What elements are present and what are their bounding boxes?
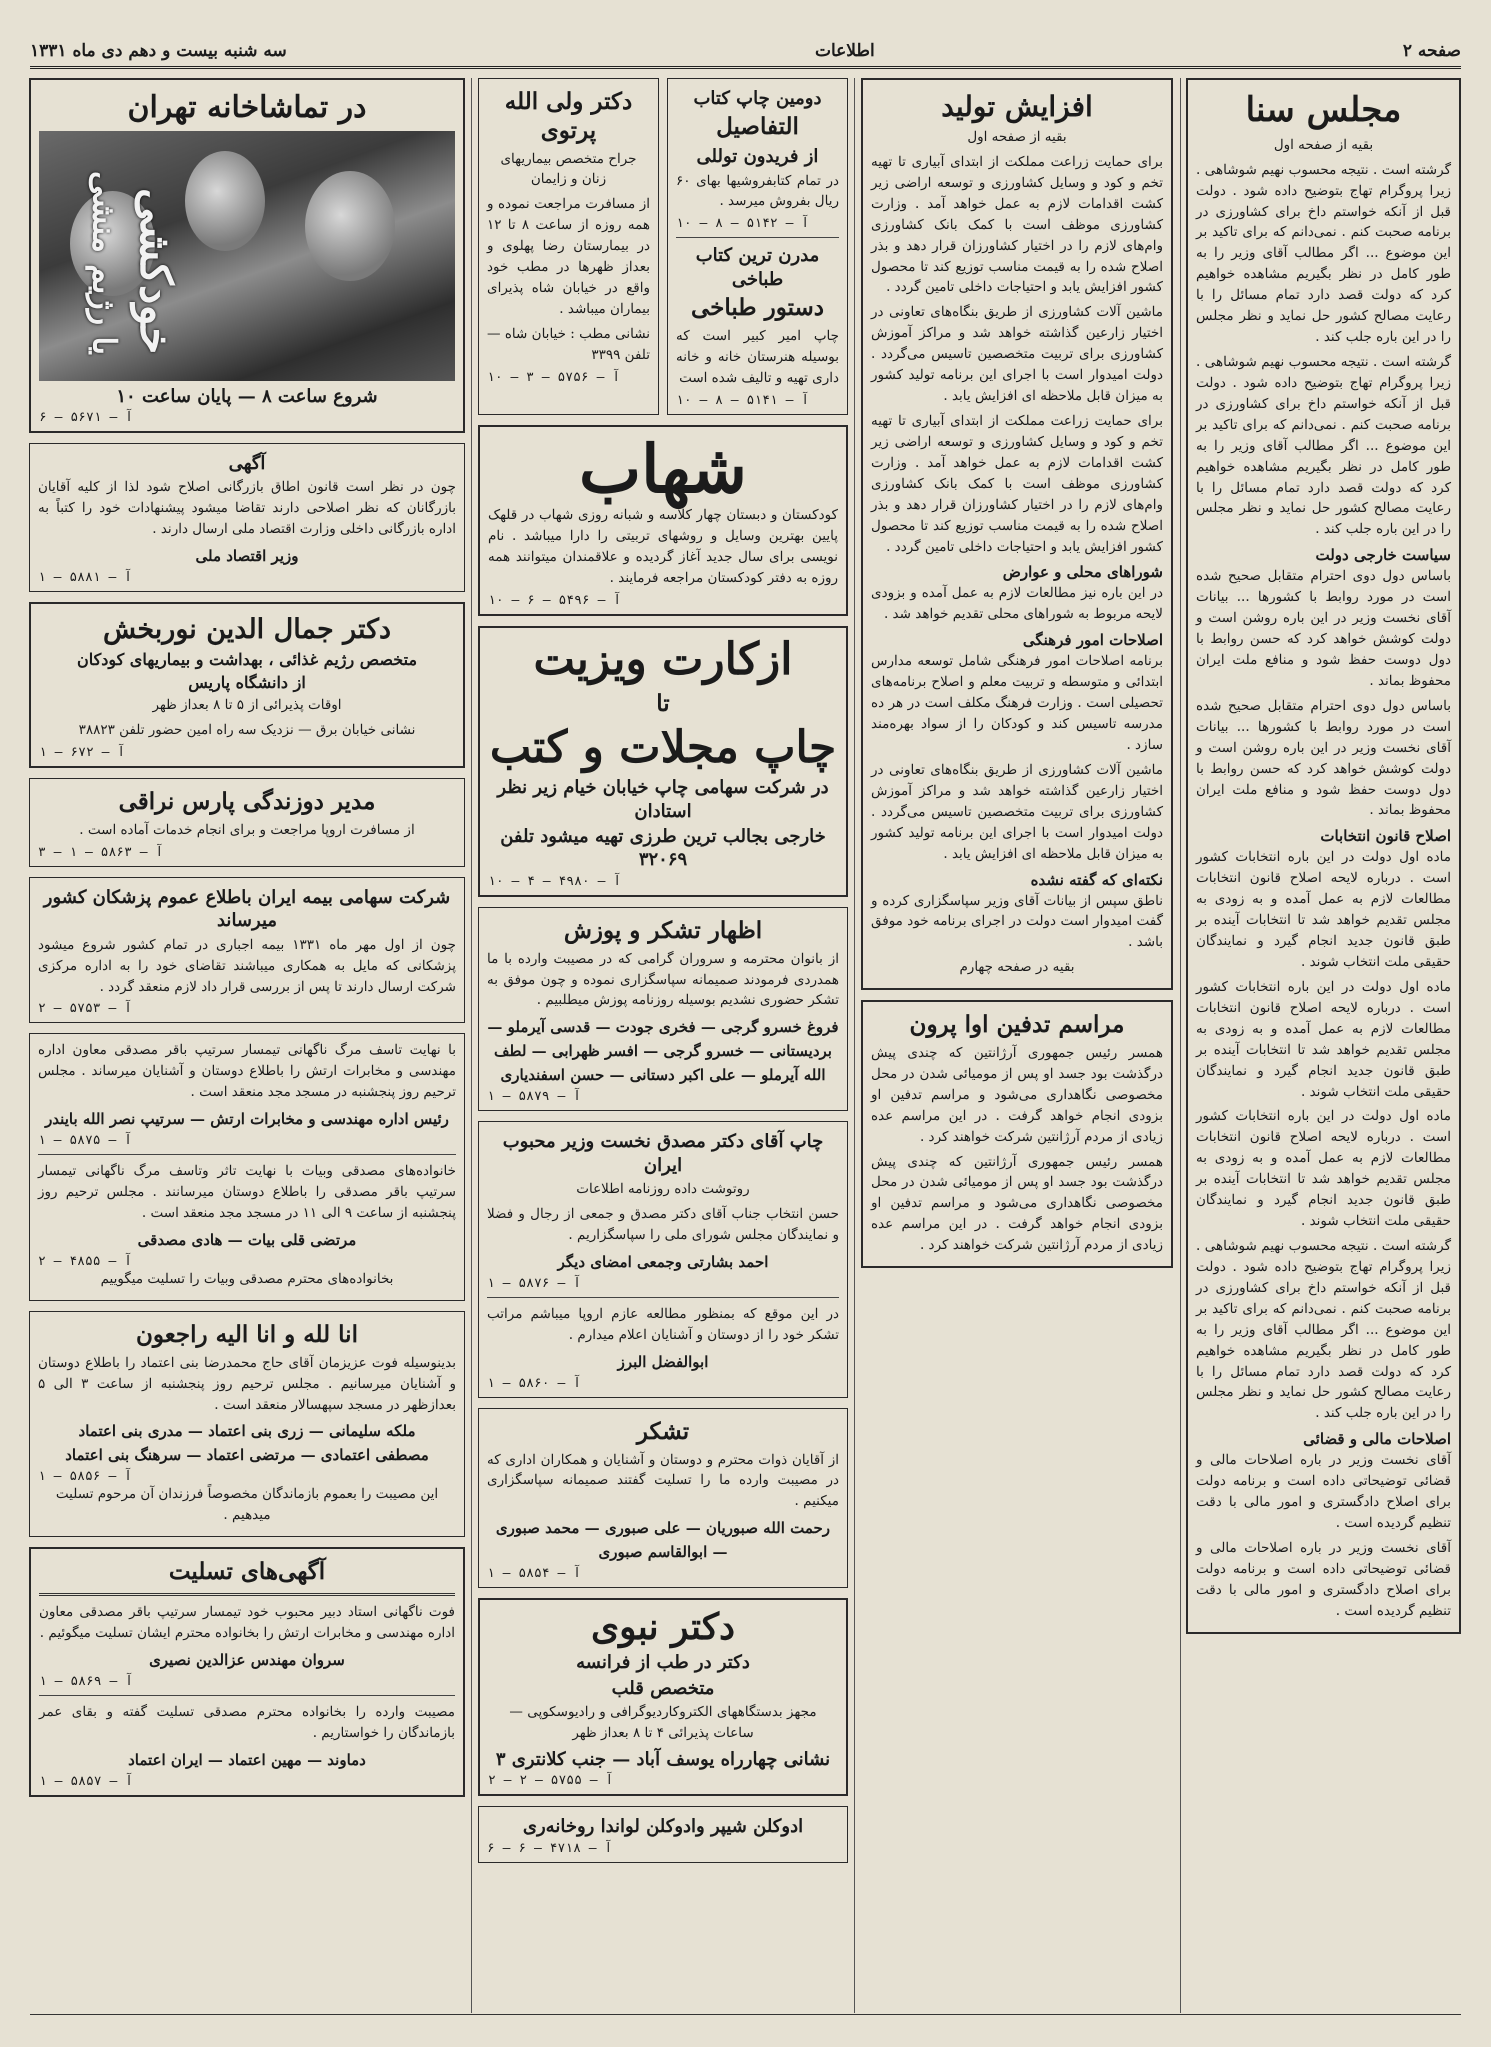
culture-heading: اصلاحات امور فرهنگی bbox=[1022, 631, 1163, 650]
ad-ref: آ — ۵۸۵۷ — ۱ bbox=[39, 1773, 133, 1789]
production-body: برای حمایت زراعت مملکت از ابتدای آبیاری تا تهیه تخم و کود و وسایل کشاورزی و توسعه اراضی زیر کشت اقدامات لازم به عمل خواهد آمد . وزارت کشاورزی موظف است با کمک بانک کشاورزی وام‌های لازم را در اختیار کشاورزان قرار دهد و بذر اصلاح شده را به قیمت مناسب توزیع کند تا محصول کشور افزایش یابد و احتیاجات داخلی تامین گردد . bbox=[871, 412, 1163, 555]
photo-caption bbox=[79, 171, 180, 355]
insurance-text: چون از اول مهر ماه ۱۳۳۱ بیمه اجباری در تمام کشور شروع میشود پزشکانی که مایل به همکاری میباشند تقاضای خود را به اداره مرکزی شرکت ارسال دارند تا پس از بررسی قرار داد لازم منعقد گردد . bbox=[38, 936, 457, 995]
elections-body: ماده اول دولت در این باره انتخابات کشور است . درباره لایحه اصلاح قانون انتخابات مطالعات لازم به عمل آمده و به زودی به مجلس تقدیم خواهد شد تا انتخابات آینده بر طبق قانون جدید انجام گیرد و نمایندگان حقیقی ملت انتخاب شوند . bbox=[1196, 978, 1451, 1100]
finance-body: آقای نخست وزیر در باره اصلاحات مالی و قضائی توضیحاتی داده است و برنامه دولت برای اصلاح دادگستری و امور مالی با دقت تنظیم گردیده است . bbox=[1196, 1539, 1451, 1619]
culture-body: برنامه اصلاحات امور فرهنگی شامل توسعه مدارس ابتدائی و متوسطه و تربیت معلم و اصلاح برنامه‌های تحصیلی است . وزارت فرهنگ مکلف است در هر ده مدرسه تاسیس کند و کودکان را از سواد بهره‌مند سازد . bbox=[871, 653, 1163, 753]
thanks-names: فروغ خسرو گرجی — فخری جودت — قدسی آیرملو — بردیستانی — خسرو گرجی — افسر ظهرابی — لطف الله آیرملو — علی اکبر دستانی — حسن اسفندیاری bbox=[487, 1018, 839, 1085]
printing-line-4: در شرکت سهامی چاپ خیابان خیام زیر نظر استادان bbox=[497, 777, 829, 822]
ad-ref: آ — ۵۶۷۱ — ۶ bbox=[39, 409, 133, 425]
printing-line-1: ازکارت ویزیت bbox=[533, 633, 793, 685]
tashakor-title: تشکر bbox=[636, 1417, 690, 1445]
finance-heading: اصلاحات مالی و قضائی bbox=[1303, 1430, 1451, 1449]
book-price: در تمام کتابفروشیها بهای ۶۰ ریال بفروش میرسد . bbox=[676, 172, 839, 210]
ad-ref: آ — ۴۹۸۰ — ۴ — ۱۰ bbox=[488, 873, 622, 889]
condolence-sign: رئیس اداره مهندسی و مخابرات ارتش — سرتیپ نصر الله بایندر bbox=[45, 1110, 449, 1129]
printing-line-3: چاپ مجلات و کتب bbox=[489, 721, 837, 773]
column-notices bbox=[29, 78, 465, 2013]
column-rule bbox=[471, 78, 472, 2013]
inna-names-1: ملکه سلیمانی — زری بنی اعتماد — مدری بنی اعتماد bbox=[78, 1422, 416, 1441]
condolence-names: مرتضی قلی بیات — هادی مصدقی bbox=[137, 1230, 357, 1249]
untold-heading: نکته‌ای که گفته نشده bbox=[1030, 870, 1163, 889]
column-rule bbox=[854, 78, 855, 2013]
inna-names-2: مصطفی اعتمادی — مرتضی اعتماد — سرهنگ بنی اعتماد bbox=[65, 1446, 429, 1465]
photo-notice-names: احمد بشارتی وجمعی امضای دیگر bbox=[557, 1252, 769, 1271]
column-ads-middle bbox=[478, 78, 848, 2013]
final-sign: دماوند — مهین اعتماد — ایران اعتماد bbox=[128, 1750, 366, 1769]
insurance-title: شرکت سهامی بیمه ایران باطلاع عموم پزشکان کشور میرساند bbox=[43, 886, 451, 932]
elections-heading: اصلاح قانون انتخابات bbox=[1320, 827, 1451, 846]
dr-nurbakhsh-name: دکتر جمال الدین نوربخش bbox=[102, 614, 392, 646]
shahab-ad bbox=[478, 425, 848, 616]
cookbook-tagline: مدرن ترین کتاب طباخی bbox=[695, 245, 820, 290]
cookbook-text: چاپ امیر کبیر است که بوسیله هنرستان خانه و خانه داری تهیه و تالیف شده است bbox=[676, 327, 839, 386]
photo-thanks-notice bbox=[478, 1121, 848, 1397]
finance-body: آقای نخست وزیر در باره اصلاحات مالی و قضائی توضیحاتی داده است و برنامه دولت برای اصلاح دادگستری و امور مالی با دقت تنظیم گردیده است . bbox=[1196, 1452, 1451, 1532]
divider bbox=[487, 1297, 839, 1298]
ad-ref: آ — ۵۸۷۹ — ۱ bbox=[487, 1089, 581, 1105]
ad-ref: آ — ۵۷۵۳ — ۲ bbox=[38, 1001, 132, 1017]
funeral-body: همسر رئیس جمهوری آرژانتین که چندی پیش درگذشت بود جسد او پس از مومیائی شدن در محل مخصوصی نگاهداری می‌شود و مراسم تدفین او بزودی انجام خواهد گرفت . در این مراسم عده زیادی از مردم آرژانتین شرکت خواهند کرد . bbox=[871, 1153, 1163, 1254]
actor-face bbox=[185, 151, 265, 251]
continued-page-four: بقیه در صفحه چهارم bbox=[959, 959, 1075, 976]
ad-ref: آ — ۵۷۵۵ — ۲ — ۲ bbox=[488, 1773, 614, 1789]
ad-ref: آ — ۶۷۲ — ۱ bbox=[39, 745, 126, 761]
notice-sign: وزیر اقتصاد ملی bbox=[195, 547, 299, 566]
printing-ad bbox=[478, 626, 848, 897]
funeral-article bbox=[861, 1000, 1173, 1268]
photo-notice-title: چاپ آقای دکتر مصدق نخست وزیر محبوب ایران bbox=[502, 1131, 824, 1176]
divider bbox=[676, 237, 839, 238]
theatre-title: در تماشاخانه تهران bbox=[127, 90, 367, 125]
production-body: برای حمایت زراعت مملکت از ابتدای آبیاری تا تهیه تخم و کود و وسایل کشاورزی و توسعه اراضی زیر کشت اقدامات لازم به عمل خواهد آمد . وزارت کشاورزی موظف است با کمک بانک کشاورزی وام‌های لازم را در اختیار کشاورزان قرار دهد و بذر اصلاح شده را به قیمت مناسب توزیع کند تا محصول کشور افزایش یابد و احتیاجات داخلی تامین گردد . bbox=[871, 153, 1163, 296]
councils-heading: شوراهای محلی و عوارض bbox=[1002, 563, 1163, 582]
naraghi-ad bbox=[29, 778, 465, 867]
dr-nurbakhsh-hours: اوقات پذیرائی از ۵ تا ۸ بعداز ظهر bbox=[152, 697, 342, 714]
doctor-name: دکتر ولی الله پرتوی bbox=[504, 88, 633, 144]
thanks-text: از بانوان محترمه و سروران گرامی که در مصیبت وارده با ما همدردی فرمودند صمیمانه سپاسگزاری نموده و چون موفق به تشکر حضوری نشدیم بوسیله روزنامه پوزش میطلبیم . bbox=[487, 950, 839, 1009]
printing-line-2: تا bbox=[656, 689, 670, 717]
doctor-text: از مسافرت مراجعت نموده و همه روزه از ساعت ۸ تا ۱۲ در بیمارستان رضا پهلوی و بعداز ظهرها در مطب خود واقع در خیابان شاه پذیرای بیماران میباشد . bbox=[487, 196, 651, 317]
shahab-logo: شهاب bbox=[579, 429, 747, 508]
book-author: از فریدون توللی bbox=[696, 146, 819, 168]
theatre-ad bbox=[29, 78, 465, 433]
production-body: ماشین آلات کشاورزی از طریق بنگاه‌های تعاونی در اختیار زارعین گذاشته خواهد شد و مراکز آموزش کشاورزی برای تربیت متخصصین تاسیس می‌گردد . دولت امیدوار است با اجرای این برنامه تولید کشور به میزان قابل ملاحظه ای افزایش یابد . bbox=[871, 304, 1163, 405]
dr-nurbakhsh-spec: متخصص رژیم غذائی ، بهداشت و بیماریهای کودکان bbox=[76, 649, 418, 669]
tashakor-text: از آقایان ذوات محترم و دوستان و آشنایان و همکاران اداری که در مصیبت وارده ما را تسلیت گفتند صمیمانه سپاسگزاری میکنیم . bbox=[487, 1451, 839, 1510]
ad-ref: آ — ۵۸۶۰ — ۱ bbox=[487, 1375, 581, 1391]
inna-text: بدینوسیله فوت عزیزمان آقای حاج محمدرضا بنی اعتماد را باطلاع دوستان و آشنایان میرسانیم . مجلس ترحیم روز پنجشنبه از ساعت ۳ الی ۵ بعدازظهر در مسجد سپهسالار منعقد است . bbox=[38, 1354, 456, 1413]
dr-nabavi-ad bbox=[478, 1598, 848, 1796]
ad-ref: آ — ۴۷۱۸ — ۶ — ۶ bbox=[487, 1840, 613, 1856]
ad-ref: آ — ۵۸۷۶ — ۱ bbox=[487, 1275, 581, 1291]
inna-title: انا لله و انا الیه راجعون bbox=[136, 1320, 358, 1348]
newspaper-name: اطلاعات bbox=[814, 41, 875, 61]
doctor-address: نشانی مطب : خیابان شاه — تلفن ۳۳۹۹ bbox=[487, 325, 650, 363]
column-senate bbox=[1186, 78, 1461, 2013]
photo-caption-2: یا رژیم منشی bbox=[85, 170, 124, 355]
senate-body: گرشته است . نتیجه محسوب نهیم شوشاهی . زیرا پروگرام تهاج بتوضیح داده شود . دولت قبل از آنکه خواستم داخ برای کشاورزی در برنامه صحبت کنم . نمی‌دانم که برای تاکید بر این موضوع ... اگر مطالب آقای وزیر را به طور کامل در نظر بگیریم مشاهده خواهیم کرد که دولت قصد دارد تمام مسائل را با رعایت مصالح کشور حل نماید و نظر مجلس را در این باره جلب کند . bbox=[1196, 1237, 1451, 1422]
ad-ref: آ — ۵۱۴۱ — ۸ — ۱۰ bbox=[676, 392, 810, 408]
page-number: صفحه ۲ bbox=[1402, 41, 1461, 61]
abolfazl-name: ابوالفضل البرز bbox=[617, 1352, 709, 1371]
production-continued: بقیه از صفحه اول bbox=[967, 129, 1067, 145]
senate-headline: مجلس سنا bbox=[1245, 90, 1402, 130]
notice-text: چون در نظر است قانون اطاق بازرگانی اصلاح شود لذا از کلیه آقایان بازرگانان که نظر اصلاحی دارند تقاضا میشود پیشنهادات خود را کتباً به اداره بازرگانی داخلی وزارت اقتصاد ملی ارسال دارند . bbox=[38, 479, 456, 538]
page-header bbox=[30, 36, 1461, 69]
column-rule bbox=[1180, 78, 1181, 2013]
dr-nurbakhsh-address: نشانی خیابان برق — نزدیک سه راه امین حضور تلفن ۳۸۸۲۳ bbox=[78, 722, 416, 739]
ad-ref: آ — ۴۸۵۵ — ۲ bbox=[38, 1253, 132, 1269]
senate-body: گرشته است . نتیجه محسوب نهیم شوشاهی . زیرا پروگرام تهاج بتوضیح داده شود . دولت قبل از آنکه خواستم داخ برای کشاورزی در برنامه صحبت کنم . نمی‌دانم که برای تاکید بر این موضوع ... اگر مطالب آقای وزیر را به طور کامل در نظر بگیریم مشاهده خواهیم کرد که دولت قصد دارد تمام مسائل را با رعایت مصالح کشور حل نماید و نظر مجلس را در این باره جلب کند . bbox=[1196, 354, 1451, 538]
cologne-text: ادوکلن شیپر وادوکلن لواندا روخانه‌ری bbox=[522, 1816, 804, 1838]
condolence-ads-text: فوت ناگهانی استاد دبیر محبوب خود تیمسار سرتیپ باقر مصدقی معاون اداره مهندسی و مخابرات ارتش را بخانواده محترم ایشان تسلیت میگوئیم . bbox=[39, 1604, 455, 1641]
ad-ref: آ — ۵۸۶۳ — ۱ — ۳ bbox=[38, 844, 164, 860]
notice-title: آگهی bbox=[228, 452, 266, 474]
condolence-text: خانواده‌های مصدقی وبیات با نهایت تاثر وتاسف مرگ ناگهانی تیمسار سرتیپ باقر مصدقی را باطلاع دوستان میرسانند . مجلس ترحیم روز پنجشنبه از ساعت ۹ الی ۱۱ در مسجد مجد منعقد است . bbox=[38, 1163, 456, 1222]
inna-notice bbox=[29, 1311, 465, 1537]
foreign-policy-heading: سیاست خارجی دولت bbox=[1315, 546, 1451, 565]
dr-nabavi-name: دکتر نبوی bbox=[590, 1606, 736, 1649]
naraghi-text: از مسافرت اروپا مراجعت و برای انجام خدمات آماده است . bbox=[79, 821, 415, 838]
doctor-partovi-ad bbox=[478, 78, 659, 415]
funeral-headline: مراسم تدفین اوا پرون bbox=[909, 1011, 1125, 1039]
printing-line-5: خارجی بجالب ترین طرزی تهیه میشود تلفن ۳۲۰۶۹ bbox=[500, 826, 826, 871]
production-body: ماشین آلات کشاورزی از طریق بنگاه‌های تعاونی در اختیار زارعین گذاشته خواهد شد و مراکز آموزش کشاورزی برای تربیت متخصصین تاسیس می‌گردد . دولت امیدوار است با اجرای این برنامه تولید کشور به میزان قابل ملاحظه ای افزایش یابد . bbox=[871, 761, 1163, 862]
divider bbox=[39, 1695, 455, 1696]
cookbook-name: دستور طباخی bbox=[690, 294, 825, 322]
book-reprint-title: دومین چاپ کتاب bbox=[693, 88, 822, 109]
funeral-body: همسر رئیس جمهوری آرژانتین که چندی پیش درگذشت بود جسد او پس از مومیائی شدن در محل مخصوصی نگاهداری می‌شود و مراسم تدفین او بزودی انجام خواهد گرفت . در این مراسم عده زیادی از مردم آرژانتین شرکت خواهند کرد . bbox=[871, 1044, 1163, 1145]
production-article bbox=[861, 78, 1173, 990]
condolence-ads-title: آگهی‌های تسلیت bbox=[168, 1558, 326, 1586]
thanks-title: اظهار تشکر و پوزش bbox=[563, 916, 763, 944]
top-ads-row bbox=[478, 78, 848, 425]
commerce-notice bbox=[29, 443, 465, 592]
tashakor-notice bbox=[478, 1408, 848, 1589]
ad-ref: آ — ۵۴۹۶ — ۶ — ۱۰ bbox=[488, 592, 622, 608]
ad-ref: آ — ۵۱۴۲ — ۸ — ۱۰ bbox=[676, 216, 810, 232]
dr-nurbakhsh-from: از دانشگاه پاریس bbox=[188, 672, 306, 692]
foreign-policy-body: باساس دول دوی احترام متقابل صحیح شده است در مورد روابط با کشورها ... بیانات آقای نخست وزیر در این باره روشن است و دولت کوشش خواهد کرد که حسن روابط با دول دوست حفظ شود و منافع ملت ایران محفوظ بماند . bbox=[1196, 697, 1451, 819]
dr-nurbakhsh-ad bbox=[29, 602, 465, 768]
condolence-text: با نهایت تاسف مرگ ناگهانی تیمسار سرتیپ باقر مصدقی معاون اداره مهندسی و مخابرات ارتش را باطلاع دوستان و آشنایان میرساند . مجلس ترحیم روز پنجشنبه در مسجد مجد منعقد است . bbox=[38, 1042, 456, 1101]
condolence-ads-sign: سروان مهندس عزالدین نصیری bbox=[149, 1650, 345, 1669]
dr-nabavi-line2: متخصص قلب bbox=[611, 1677, 715, 1699]
book-name: التفاصیل bbox=[716, 113, 799, 141]
theatre-time: شروع ساعت ۸ — پایان ساعت ۱۰ bbox=[116, 385, 378, 407]
untold-body: ناطق سپس از بیانات آقای وزیر سپاسگزاری کرده و گفت امیدوار است دولت در اجرای برنامه خود موفق باشد . bbox=[871, 892, 1163, 951]
abolfazl-text: در این موقع که بمنظور مطالعه عازم اروپا میباشم مراتب تشکر خود را از دوستان و آشنایان اعلام میدارم . bbox=[487, 1305, 839, 1343]
ad-ref: آ — ۵۸۶۹ — ۱ bbox=[39, 1673, 133, 1689]
photo-notice-text: حسن انتخاب جناب آقای دکتر مصدق و جمعی از رجال و فضلا و نمایندگان مجلس شورای ملی را سپاسگزاریم . bbox=[487, 1206, 839, 1243]
photo-caption-1: خودکشی bbox=[130, 188, 182, 355]
books-ad bbox=[667, 78, 848, 415]
councils-body: در این باره نیز مطالعات لازم به عمل آمده و بزودی لایحه مربوط به شوراهای محلی تقدیم خواهد شد . bbox=[871, 585, 1163, 623]
ad-ref: آ — ۵۷۵۶ — ۳ — ۱۰ bbox=[487, 369, 621, 385]
thanks-notice bbox=[478, 907, 848, 1112]
divider bbox=[38, 1154, 456, 1155]
dr-nabavi-text: مجهز بدستگاههای الکتروکاردیوگرافی و رادیوسکوپی — ساعات پذیرائی ۴ تا ۸ بعداز ظهر bbox=[509, 1704, 817, 1742]
issue-date: سه شنبه بیست و دهم دی ماه ۱۳۳۱ bbox=[30, 41, 287, 61]
divider bbox=[39, 1593, 455, 1596]
ad-ref: آ — ۵۸۵۶ — ۱ bbox=[38, 1469, 132, 1485]
foreign-policy-body: باساس دول دوی احترام متقابل صحیح شده است در مورد روابط با کشورها ... بیانات آقای نخست وزیر در این باره روشن است و دولت کوشش خواهد کرد که حسن روابط با دول دوست حفظ شود و منافع ملت ایران محفوظ بماند . bbox=[1196, 568, 1451, 689]
page-footer-rule bbox=[30, 2014, 1461, 2033]
doctor-specialty: جراح متخصص بیماریهای زنان و زایمان bbox=[500, 150, 637, 188]
cologne-ad bbox=[478, 1806, 848, 1862]
senate-continued: بقیه از صفحه اول bbox=[1273, 136, 1374, 153]
production-headline: افزایش تولید bbox=[941, 90, 1093, 123]
naraghi-title: مدیر دوزندگی پارس نراقی bbox=[118, 788, 376, 816]
condolence-note: بخانواده‌های محترم مصدقی وبیات را تسلیت میگوییم bbox=[100, 1270, 394, 1287]
insurance-notice bbox=[29, 877, 465, 1024]
ad-ref: آ — ۵۸۵۴ — ۱ bbox=[487, 1566, 581, 1582]
shahab-text: کودکستان و دبستان چهار کلاسه و شبانه روزی شهاب در قلهک پایین بهترین وسایل و روشهای تربیتی را دارا میباشد . نام نویسی برای سال جدید آغاز گردیده و علاقمندان میتوانند همه روزه به دفتر کودکستان مراجعه فرمایند . bbox=[488, 507, 838, 587]
dr-nabavi-line1: دکتر در طب از فرانسه bbox=[576, 1652, 750, 1674]
senate-body: گرشته است . نتیجه محسوب نهیم شوشاهی . زیرا پروگرام تهاج بتوضیح داده شود . دولت قبل از آنکه خواستم داخ برای کشاورزی در برنامه صحبت کنم . نمی‌دانم که برای تاکید بر این موضوع ... اگر مطالب آقای وزیر را به طور کامل در نظر بگیریم مشاهده خواهیم کرد که دولت قصد دارد تمام مسائل را با رعایت مصالح کشور حل نماید و نظر مجلس را در این باره جلب کند . bbox=[1196, 161, 1451, 346]
elections-body: ماده اول دولت در این باره انتخابات کشور است . درباره لایحه اصلاح قانون انتخابات مطالعات لازم به عمل آمده و به زودی به مجلس تقدیم خواهد شد تا انتخابات آینده بر طبق قانون جدید انجام گیرد و نمایندگان حقیقی ملت انتخاب شوند . bbox=[1196, 1108, 1451, 1230]
condolence-notice-1 bbox=[29, 1033, 465, 1300]
elections-body: ماده اول دولت در این باره انتخابات کشور است . درباره لایحه اصلاح قانون انتخابات مطالعات لازم به عمل آمده و به زودی به مجلس تقدیم خواهد شد تا انتخابات آینده بر طبق قانون جدید انجام گیرد و نمایندگان حقیقی ملت انتخاب شوند . bbox=[1196, 849, 1451, 970]
theatre-photo bbox=[39, 131, 455, 381]
actor-face bbox=[305, 171, 395, 281]
final-text: مصیبت وارده را بخانواده محترم مصدقی تسلیت گفته و بقای عمر بازماندگان را خواستاریم . bbox=[39, 1703, 455, 1741]
condolence-ads bbox=[29, 1547, 465, 1796]
ad-ref: آ — ۵۸۸۱ — ۱ bbox=[38, 570, 132, 586]
column-production bbox=[861, 78, 1173, 2013]
dr-nabavi-address: نشانی چهارراه یوسف آباد — جنب کلانتری ۳ bbox=[495, 1749, 831, 1771]
tashakor-names: رحمت الله صبوریان — علی صبوری — محمد صبوری — ابوالقاسم صبوری bbox=[495, 1519, 831, 1562]
photo-notice-sub: روتوشت داده روزنامه اطلاعات bbox=[576, 1181, 750, 1198]
senate-article bbox=[1186, 78, 1461, 1634]
ad-ref: آ — ۵۸۷۵ — ۱ bbox=[38, 1133, 132, 1149]
inna-note: این مصیبت را بعموم بازماندگان مخصوصاً فرزندان آن مرحوم تسلیت میدهیم . bbox=[55, 1486, 439, 1524]
